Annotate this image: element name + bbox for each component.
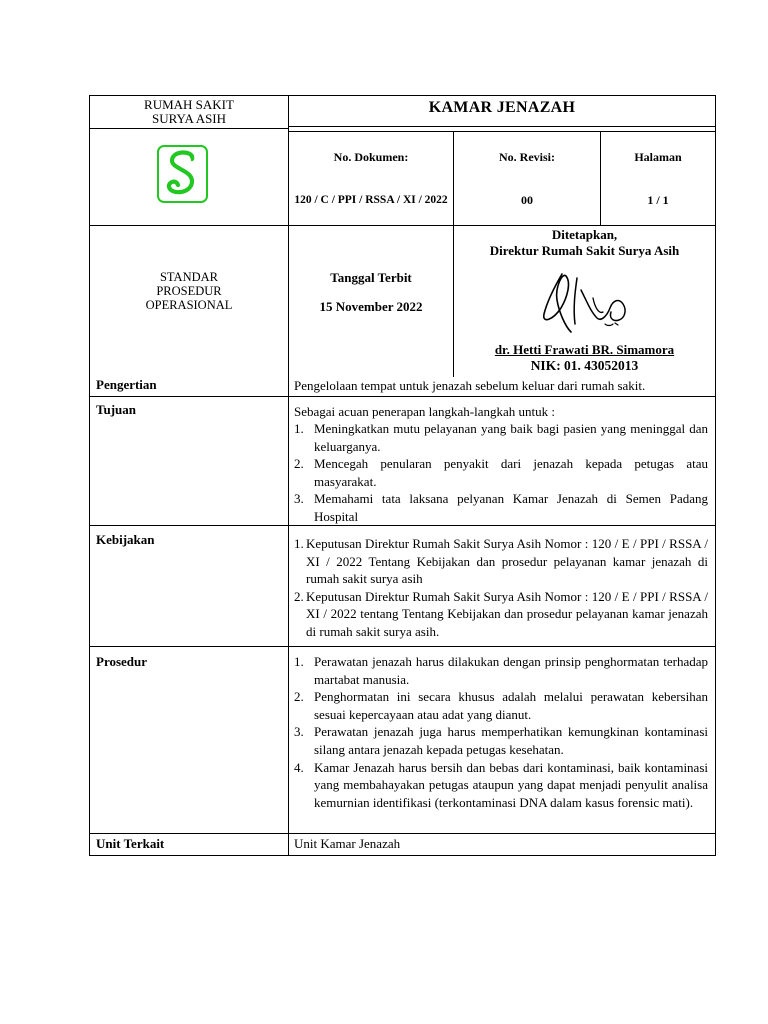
list-item-text: Keputusan Direktur Rumah Sakit Surya Asih Nomor : 120 / E / PPI / RSSA / XI / 2022 Tentang Kebijakan dan prosedur pelayanan kamar jenazah di rumah sakit surya asih (306, 536, 708, 587)
ditetapkan-label: Ditetapkan, (551, 227, 618, 242)
list-item (294, 420, 708, 455)
list-item-text: Memahami tata laksana pelyanan Kamar Jenazah di Semen Padang Hospital (314, 491, 708, 524)
list-item-number: 2. (294, 588, 304, 604)
logo-s-icon (159, 147, 206, 201)
list-item-number: 1. (294, 421, 304, 436)
pengertian-label: Pengertian (96, 377, 157, 392)
list-item-number: 1. (294, 654, 304, 669)
no-revisi-value: 00 (521, 193, 533, 207)
kebijakan-list (294, 535, 708, 641)
list-item-number: 4. (294, 759, 304, 775)
list-item (294, 490, 708, 525)
list-item-text: Penghormatan ini secara khusus adalah melalui perawatan kebersihan sesuai kepercayaan atau adat yang dianut. (314, 689, 708, 722)
prosedur-label: Prosedur (96, 654, 148, 669)
tanggal-terbit-value: 15 November 2022 (319, 299, 423, 314)
list-item (294, 455, 708, 490)
tanggal-terbit-label: Tanggal Terbit (330, 270, 412, 285)
list-item (294, 759, 708, 812)
list-item-number: 3. (294, 724, 304, 740)
unit-terkait-text: Unit Kamar Jenazah (294, 836, 401, 851)
hospital-logo (157, 145, 208, 203)
list-item-text: Kamar Jenazah harus bersih dan bebas dari kontaminasi, baik kontaminasi yang membahayakan petugas ataupun yang dapat menjadi penyulit analisa kemurnian identifikasi (terkontaminasi DNA dalam kasus forensic mati). (314, 759, 708, 810)
list-item-text: Keputusan Direktur Rumah Sakit Surya Asih Nomor : 120 / E / PPI / RSSA / XI / 2022 tentang Tentang Kebijakan dan prosedur pelayanan kamar jenazah di rumah sakit surya asih. (306, 588, 708, 639)
no-revisi-label: No. Revisi: (499, 150, 555, 164)
tujuan-list (294, 420, 708, 526)
tujuan-label: Tujuan (96, 402, 136, 417)
list-item (294, 535, 708, 588)
sop-label-line2: PROSEDUR (156, 284, 222, 298)
kebijakan-label: Kebijakan (96, 532, 155, 547)
prosedur-list (294, 653, 708, 811)
hospital-name-line1: RUMAH SAKIT (144, 97, 234, 112)
sop-label-line1: STANDAR (159, 270, 219, 284)
unit-terkait-label: Unit Terkait (96, 836, 165, 851)
halaman-label: Halaman (634, 150, 682, 164)
list-item-text: Perawatan jenazah juga harus memperhatikan kemungkinan kontaminasi silang antara jenazah kepada petugas kesehatan. (314, 724, 708, 757)
sop-label (90, 270, 288, 312)
list-item-text: Mencegah penularan penyakit dari jenazah kepada petugas atau masyarakat. (314, 456, 708, 489)
hospital-name-line2: SURYA ASIH (151, 111, 227, 126)
direktur-title: Direktur Rumah Sakit Surya Asih (489, 243, 680, 258)
list-item (294, 588, 708, 641)
page-title: KAMAR JENAZAH (428, 99, 576, 116)
list-item (294, 723, 708, 758)
list-item (294, 653, 708, 688)
no-dokumen-label: No. Dokumen: (333, 150, 409, 164)
tujuan-intro: Sebagai acuan penerapan langkah-langkah untuk : (294, 404, 555, 419)
list-item-text: Perawatan jenazah harus dilakukan dengan prinsip penghormatan terhadap martabat manusia. (314, 654, 708, 687)
list-item-number: 2. (294, 689, 304, 705)
kebijakan-content (294, 535, 708, 641)
list-item-text: Meningkatkan mutu pelayanan yang baik bagi pasien yang meninggal dan keluarganya. (314, 421, 708, 454)
list-item (294, 688, 708, 723)
signer-nik: NIK: 01. 43052013 (530, 358, 639, 373)
signature-image (535, 268, 640, 344)
pengertian-text: Pengelolaan tempat untuk jenazah sebelum keluar dari rumah sakit. (294, 378, 646, 393)
tujuan-content (294, 403, 708, 526)
sop-label-line3: OPERASIONAL (145, 298, 233, 312)
prosedur-content (294, 653, 708, 811)
hospital-name (90, 98, 288, 126)
list-item-number: 3. (294, 491, 304, 507)
no-dokumen-value: 120 / C / PPI / RSSA / XI / 2022 (294, 194, 448, 206)
list-item-number: 2. (294, 456, 304, 472)
list-item-number: 1. (294, 536, 304, 551)
halaman-value: 1 / 1 (647, 193, 669, 207)
signer-name: dr. Hetti Frawati BR. Simamora (494, 342, 675, 357)
